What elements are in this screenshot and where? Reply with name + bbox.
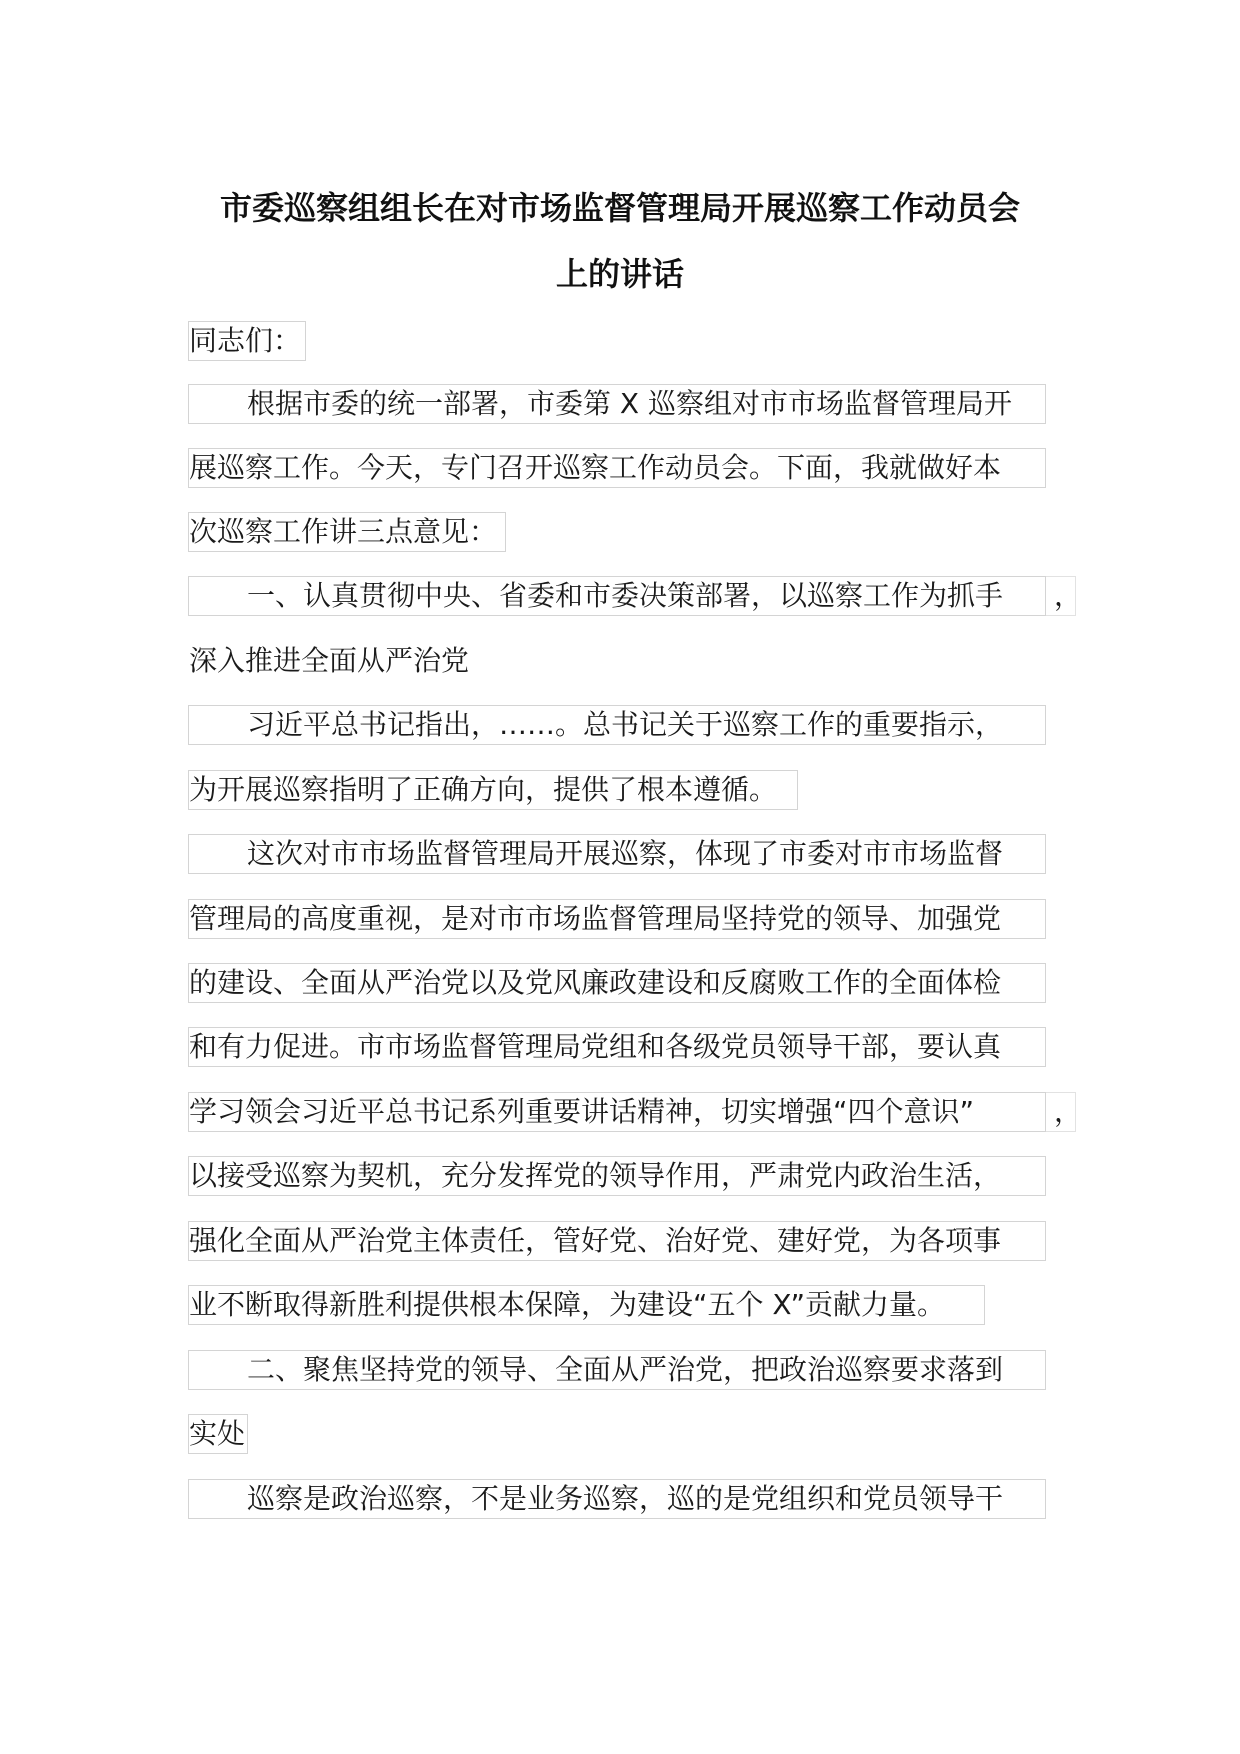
paragraph-line: 的建设、全面从严治党以及党风廉政建设和反腐败工作的全面体检 — [188, 963, 1046, 1003]
paragraph-line: 巡察是政治巡察，不是业务巡察，巡的是党组织和党员领导干 — [188, 1479, 1046, 1519]
section-heading-line: 一、认真贯彻中央、省委和市委决策部署，以巡察工作为抓手 — [188, 576, 1046, 616]
paragraph-line: 为开展巡察指明了正确方向，提供了根本遵循。 — [188, 770, 798, 810]
paragraph-line: 这次对市市场监督管理局开展巡察，体现了市委对市市场监督 — [188, 834, 1046, 874]
document-title-line-2: 上的讲话 — [555, 255, 684, 293]
section-heading-line: 二、聚焦坚持党的领导、全面从严治党，把政治巡察要求落到 — [188, 1350, 1046, 1390]
trailing-comma: ， — [1046, 576, 1076, 616]
paragraph-line: 次巡察工作讲三点意见： — [188, 512, 506, 552]
paragraph-line: 业不断取得新胜利提供根本保障，为建设“五个 X”贡献力量。 — [188, 1285, 985, 1325]
paragraph-line: 学习领会习近平总书记系列重要讲话精神，切实增强“四个意识” — [188, 1092, 1046, 1132]
paragraph-line: 强化全面从严治党主体责任，管好党、治好党、建好党，为各项事 — [188, 1221, 1046, 1261]
paragraph-line: 根据市委的统一部署，市委第 X 巡察组对市市场监督管理局开 — [188, 384, 1046, 424]
paragraph-line: 展巡察工作。今天，专门召开巡察工作动员会。下面，我就做好本 — [188, 448, 1046, 488]
paragraph-line: 习近平总书记指出，……。总书记关于巡察工作的重要指示， — [188, 705, 1046, 745]
paragraph-line: 以接受巡察为契机，充分发挥党的领导作用，严肃党内政治生活， — [188, 1156, 1046, 1196]
document-title-line-1: 市委巡察组组长在对市场监督管理局开展巡察工作动员会 — [219, 189, 1020, 227]
section-heading-line: 深入推进全面从严治党 — [188, 641, 488, 681]
section-heading-line: 实处 — [188, 1414, 248, 1454]
trailing-comma: ， — [1046, 1092, 1076, 1132]
salutation: 同志们： — [188, 321, 306, 361]
paragraph-line: 管理局的高度重视，是对市市场监督管理局坚持党的领导、加强党 — [188, 899, 1046, 939]
paragraph-line: 和有力促进。市市场监督管理局党组和各级党员领导干部，要认真 — [188, 1027, 1046, 1067]
